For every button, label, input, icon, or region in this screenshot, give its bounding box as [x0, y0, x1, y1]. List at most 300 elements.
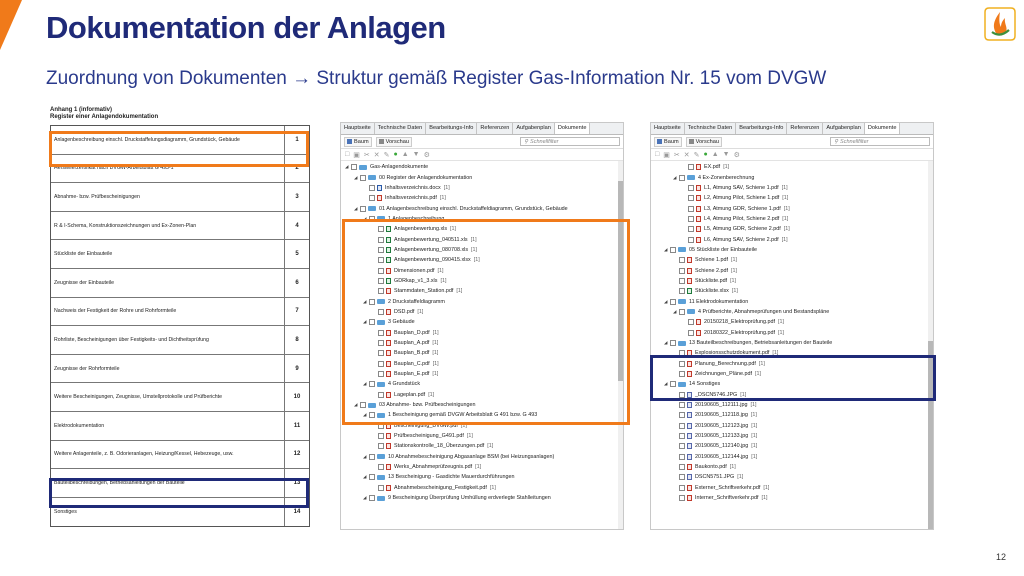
tree-checkbox[interactable]: [360, 175, 366, 181]
tree-file-row[interactable]: [341, 234, 623, 244]
pdf-file-icon: [696, 164, 701, 170]
tab-bearbeitungs-info[interactable]: Bearbeitungs-Info: [426, 123, 477, 134]
pdf-file-icon: [696, 195, 701, 201]
xls-file-icon: [386, 247, 391, 253]
tree-file-row[interactable]: [341, 431, 623, 441]
search-icon: ⚲: [524, 138, 529, 145]
register-row-number: 5: [295, 251, 299, 258]
folder-icon: [687, 309, 695, 314]
pdf-file-icon: [386, 268, 391, 274]
delete-icon[interactable]: ✕: [683, 151, 690, 159]
pdf-file-icon: [386, 288, 391, 294]
tree-checkbox[interactable]: [369, 495, 375, 501]
pdf-file-icon: [687, 278, 692, 284]
tree-checkbox[interactable]: [670, 247, 676, 253]
tree-file-row[interactable]: [341, 265, 623, 275]
jpg-file-icon: [687, 433, 692, 439]
pdf-file-icon: [386, 350, 391, 356]
settings-icon[interactable]: ⚙: [423, 151, 430, 159]
register-row-number: 8: [295, 336, 299, 343]
tree-checkbox[interactable]: [378, 392, 384, 398]
version-count: [1]: [432, 360, 439, 367]
jpg-file-icon: [687, 392, 692, 398]
tree-checkbox[interactable]: [688, 330, 694, 336]
tree-file-row[interactable]: [651, 265, 933, 275]
tree-checkbox[interactable]: [369, 299, 375, 305]
tab-technische-daten[interactable]: Technische Daten: [685, 123, 736, 134]
copy-icon[interactable]: ▣: [353, 151, 360, 159]
tree-checkbox[interactable]: [369, 381, 375, 387]
register-row-number: 4: [295, 222, 299, 229]
tree-file-row[interactable]: [341, 462, 623, 472]
jpg-file-icon: [687, 454, 692, 460]
tree-file-row[interactable]: [651, 234, 933, 244]
expand-toggle-icon[interactable]: ◢: [363, 474, 367, 480]
tree-checkbox[interactable]: [369, 474, 375, 480]
tree-checkbox[interactable]: [369, 216, 375, 222]
document-tree: [341, 161, 623, 504]
tree-icon: [347, 139, 352, 144]
down-icon[interactable]: ▼: [722, 151, 730, 158]
register-row-number: 6: [295, 279, 299, 286]
tree-checkbox[interactable]: [670, 299, 676, 305]
tree-file-row[interactable]: [651, 441, 933, 451]
expand-toggle-icon[interactable]: ◢: [363, 298, 367, 304]
tree-checkbox[interactable]: [679, 175, 685, 181]
tab-bar: [651, 123, 933, 135]
tree-file-row[interactable]: [651, 483, 933, 493]
tree-item-label: 00 Register der Anlagendokumentation: [379, 174, 473, 181]
expand-toggle-icon[interactable]: ◢: [673, 174, 677, 180]
tree-folder-row[interactable]: [341, 172, 623, 182]
settings-icon[interactable]: ⚙: [733, 151, 740, 159]
tree-file-row[interactable]: [651, 359, 933, 369]
tree-item-label: 20190605_112140.jpg: [695, 443, 749, 450]
tree-file-row[interactable]: [651, 193, 933, 203]
pdf-file-icon: [386, 433, 391, 439]
tree-item-label: Anlagenbewertung.xls: [394, 226, 448, 233]
tree-checkbox[interactable]: [670, 340, 676, 346]
pdf-file-icon: [696, 237, 701, 243]
tree-checkbox[interactable]: [670, 381, 676, 387]
expand-toggle-icon[interactable]: ◢: [664, 340, 668, 346]
tree-checkbox[interactable]: [378, 464, 384, 470]
tree-checkbox[interactable]: [369, 195, 375, 201]
tree-checkbox[interactable]: [378, 330, 384, 336]
tree-checkbox[interactable]: [688, 216, 694, 222]
tree-checkbox[interactable]: [378, 237, 384, 243]
tree-checkbox[interactable]: [360, 206, 366, 212]
scrollbar[interactable]: [928, 161, 933, 529]
register-row: [51, 212, 309, 241]
folder-icon: [377, 320, 385, 325]
tree-folder-row[interactable]: [341, 410, 623, 420]
scrollbar[interactable]: [618, 161, 623, 529]
tab-bearbeitungs-info[interactable]: Bearbeitungs-Info: [736, 123, 787, 134]
tree-file-row[interactable]: [341, 224, 623, 234]
tree-file-row[interactable]: [651, 400, 933, 410]
tree-file-row[interactable]: [341, 369, 623, 379]
tree-file-row[interactable]: [651, 421, 933, 431]
tree-checkbox[interactable]: [679, 495, 685, 501]
edit-icon[interactable]: ✎: [383, 151, 390, 159]
expand-toggle-icon[interactable]: ◢: [363, 319, 367, 325]
tree-item-label: Anlagenbewertung_040511.xls: [394, 236, 468, 243]
tree-checkbox[interactable]: [679, 485, 685, 491]
tree-checkbox[interactable]: [679, 278, 685, 284]
tree-folder-row[interactable]: [341, 400, 623, 410]
version-count: [1]: [428, 391, 435, 398]
tab-aufgabenplan[interactable]: Aufgabenplan: [513, 123, 555, 134]
tree-checkbox[interactable]: [378, 278, 384, 284]
register-row-number: 13: [293, 479, 301, 486]
register-row: [51, 183, 309, 212]
tree-file-row[interactable]: [341, 390, 623, 400]
tree-folder-row[interactable]: [341, 162, 623, 172]
tree-item-label: L6, Atmung SAV, Schiene 2.pdf: [704, 236, 779, 243]
tree-folder-row[interactable]: [341, 296, 623, 306]
xls-file-icon: [386, 226, 391, 232]
pdf-file-icon: [687, 350, 692, 356]
folder-icon: [359, 165, 367, 170]
tree-item-label: 20190605_112123.jpg: [695, 422, 749, 429]
pdf-file-icon: [696, 319, 701, 325]
edit-icon[interactable]: ✎: [693, 151, 700, 159]
folder-icon: [678, 247, 686, 252]
tree-item-label: L5, Atmung GDR, Schiene 2.pdf: [704, 226, 781, 233]
tree-item-label: L3, Atmung GDR, Schiene 1.pdf: [704, 205, 781, 212]
register-row-label: Rohrliste, Bescheinigungen über Festigkeits- und Dichtheitsprüfung: [51, 326, 285, 354]
expand-toggle-icon[interactable]: ◢: [363, 215, 367, 221]
folder-icon: [377, 299, 385, 304]
tree-checkbox[interactable]: [378, 288, 384, 294]
register-row-number: 10: [293, 394, 301, 401]
tree-item-label: 20190605_112144.jpg: [695, 453, 749, 460]
version-count: [1]: [460, 422, 467, 429]
tree-file-row[interactable]: [651, 472, 933, 482]
version-count: [1]: [439, 195, 446, 202]
tree-checkbox[interactable]: [679, 257, 685, 263]
version-count: [1]: [456, 288, 463, 295]
tree-checkbox[interactable]: [378, 371, 384, 377]
accent-triangle: [0, 0, 22, 50]
tree-file-row[interactable]: [651, 328, 933, 338]
version-count: [1]: [475, 464, 482, 471]
version-count: [1]: [723, 164, 730, 171]
tree-file-row[interactable]: [651, 431, 933, 441]
quick-filter-input[interactable]: [830, 137, 930, 146]
register-row-label: Nachweis der Festigkeit der Rohre und Rohrformteile: [51, 298, 285, 326]
tree-file-row[interactable]: [341, 359, 623, 369]
tree-item-label: Externer_Schriftverkehr.pdf: [695, 484, 761, 491]
tree-checkbox[interactable]: [688, 226, 694, 232]
tree-checkbox[interactable]: [378, 443, 384, 449]
tree-item-label: 1 Bescheinigung gemäß DVGW Arbeitsblatt G 491 bzw. G 493: [388, 412, 538, 419]
tree-folder-row[interactable]: [651, 296, 933, 306]
expand-toggle-icon[interactable]: ◢: [664, 246, 668, 252]
tree-checkbox[interactable]: [378, 350, 384, 356]
expand-toggle-icon[interactable]: ◢: [354, 174, 358, 180]
version-count: [1]: [432, 350, 439, 357]
tree-folder-row[interactable]: [651, 245, 933, 255]
preview-view-button[interactable]: [686, 137, 722, 147]
register-row: [51, 412, 309, 441]
tree-checkbox[interactable]: [679, 423, 685, 429]
tree-icon: [657, 139, 662, 144]
tree-checkbox[interactable]: [688, 195, 694, 201]
tree-checkbox[interactable]: [378, 340, 384, 346]
tab-aufgabenplan[interactable]: Aufgabenplan: [823, 123, 865, 134]
tree-item-label: 14 Sonstiges: [689, 381, 721, 388]
tree-checkbox[interactable]: [688, 319, 694, 325]
tree-item-label: L2, Atmung Pilot, Schiene 1.pdf: [704, 195, 780, 202]
folder-icon: [678, 299, 686, 304]
tree-file-row[interactable]: [341, 307, 623, 317]
register-row: [51, 298, 309, 327]
version-count: [1]: [417, 308, 424, 315]
version-count: [1]: [750, 402, 757, 409]
cut-icon[interactable]: ✂: [673, 151, 680, 159]
tree-file-row[interactable]: [651, 462, 933, 472]
tree-file-row[interactable]: [341, 193, 623, 203]
scrollbar-thumb[interactable]: [618, 181, 623, 381]
expand-toggle-icon[interactable]: ◢: [363, 495, 367, 501]
tree-checkbox[interactable]: [369, 185, 375, 191]
tree-folder-row[interactable]: [651, 172, 933, 182]
tree-checkbox[interactable]: [679, 454, 685, 460]
pdf-file-icon: [386, 464, 391, 470]
tree-folder-row[interactable]: [341, 493, 623, 503]
tree-checkbox[interactable]: [351, 164, 357, 170]
new-icon[interactable]: □: [655, 151, 660, 158]
pdf-file-icon: [687, 268, 692, 274]
tree-file-row[interactable]: [651, 317, 933, 327]
tree-folder-row[interactable]: [651, 307, 933, 317]
tree-checkbox[interactable]: [378, 485, 384, 491]
tree-checkbox[interactable]: [679, 350, 685, 356]
jpg-file-icon: [687, 412, 692, 418]
tree-file-row[interactable]: [651, 369, 933, 379]
tree-item-label: Stammdaten_Station.pdf: [394, 288, 454, 295]
register-row: [51, 126, 309, 155]
tree-file-row[interactable]: [341, 483, 623, 493]
tree-folder-row[interactable]: [341, 379, 623, 389]
pdf-file-icon: [386, 392, 391, 398]
down-icon[interactable]: ▼: [412, 151, 420, 158]
tree-checkbox[interactable]: [688, 237, 694, 243]
tree-checkbox[interactable]: [679, 474, 685, 480]
tree-checkbox[interactable]: [679, 412, 685, 418]
folder-icon: [377, 216, 385, 221]
tree-file-row[interactable]: [341, 421, 623, 431]
action-toolbar: [341, 149, 623, 161]
tree-item-label: GDRkap_v1_3.xls: [394, 277, 438, 284]
folder-icon: [368, 175, 376, 180]
tree-checkbox[interactable]: [679, 464, 685, 470]
tree-item-label: 01 Anlagenbeschreibung einschl. Druckstaffeldiagramm, Grundstück, Gebäude: [379, 205, 568, 212]
tree-checkbox[interactable]: [688, 206, 694, 212]
tab-dokumente[interactable]: Dokumente: [555, 123, 591, 134]
tree-file-row[interactable]: [651, 255, 933, 265]
tree-file-row[interactable]: [651, 183, 933, 193]
tree-file-row[interactable]: [651, 162, 933, 172]
tree-file-row[interactable]: [651, 348, 933, 358]
register-row-label: Zeugnisse der Rohrformteile: [51, 355, 285, 383]
tree-folder-row[interactable]: [341, 203, 623, 213]
new-icon[interactable]: □: [345, 151, 350, 158]
tree-file-row[interactable]: [341, 183, 623, 193]
version-count: [1]: [729, 464, 736, 471]
tree-file-row[interactable]: [651, 224, 933, 234]
cut-icon[interactable]: ✂: [363, 151, 370, 159]
version-count: [1]: [440, 277, 447, 284]
tree-checkbox[interactable]: [679, 402, 685, 408]
tree-file-row[interactable]: [651, 276, 933, 286]
tree-folder-row[interactable]: [341, 452, 623, 462]
quick-filter-input[interactable]: [520, 137, 620, 146]
tree-file-row[interactable]: [341, 245, 623, 255]
tree-checkbox[interactable]: [688, 185, 694, 191]
version-count: [1]: [763, 484, 770, 491]
tree-file-row[interactable]: [651, 493, 933, 503]
copy-icon[interactable]: ▣: [663, 151, 670, 159]
tree-item-label: _DSCN5746.JPG: [695, 391, 738, 398]
tree-folder-row[interactable]: [341, 472, 623, 482]
tree-checkbox[interactable]: [679, 433, 685, 439]
tree-folder-row[interactable]: [341, 317, 623, 327]
tree-checkbox[interactable]: [679, 392, 685, 398]
expand-toggle-icon[interactable]: ◢: [673, 308, 677, 314]
add-icon[interactable]: ●: [393, 151, 398, 158]
tree-file-row[interactable]: [341, 328, 623, 338]
tree-file-row[interactable]: [651, 390, 933, 400]
jpg-file-icon: [687, 443, 692, 449]
tree-file-row[interactable]: [341, 255, 623, 265]
pdf-file-icon: [696, 206, 701, 212]
pdf-file-icon: [386, 361, 391, 367]
tree-item-label: 3 Gebäude: [388, 319, 415, 326]
tree-item-label: Baukonto.pdf: [695, 464, 727, 471]
expand-toggle-icon[interactable]: ◢: [664, 298, 668, 304]
tree-checkbox[interactable]: [378, 309, 384, 315]
version-count: [1]: [751, 453, 758, 460]
tree-file-row[interactable]: [651, 410, 933, 420]
tree-checkbox[interactable]: [378, 226, 384, 232]
tree-checkbox[interactable]: [360, 402, 366, 408]
tab-dokumente[interactable]: Dokumente: [865, 123, 901, 134]
tree-checkbox[interactable]: [378, 423, 384, 429]
expand-toggle-icon[interactable]: ◢: [363, 412, 367, 418]
tree-file-row[interactable]: [341, 441, 623, 451]
expand-toggle-icon[interactable]: ◢: [345, 164, 349, 170]
tab-technische-daten[interactable]: Technische Daten: [375, 123, 426, 134]
expand-toggle-icon[interactable]: ◢: [363, 381, 367, 387]
tree-item-label: 4 Ex-Zonenberechnung: [698, 174, 755, 181]
pdf-file-icon: [687, 464, 692, 470]
expand-toggle-icon[interactable]: ◢: [363, 453, 367, 459]
tree-item-label: 03 Abnahme- bzw. Prüfbescheinigungen: [379, 402, 476, 409]
tree-checkbox[interactable]: [679, 309, 685, 315]
tree-folder-row[interactable]: [651, 338, 933, 348]
tree-checkbox[interactable]: [679, 361, 685, 367]
tree-item-label: Lageplan.pdf: [394, 391, 426, 398]
tree-checkbox[interactable]: [378, 268, 384, 274]
tree-file-row[interactable]: [341, 348, 623, 358]
tree-checkbox[interactable]: [679, 371, 685, 377]
tree-file-row[interactable]: [651, 214, 933, 224]
register-row: [51, 498, 309, 527]
tree-checkbox[interactable]: [369, 454, 375, 460]
tree-file-row[interactable]: [651, 203, 933, 213]
jpg-file-icon: [687, 474, 692, 480]
register-row-label: Bauteilbeschreibungen, Betriebsanleitungen der Bauteile: [51, 469, 285, 497]
tree-checkbox[interactable]: [378, 247, 384, 253]
tree-checkbox[interactable]: [369, 319, 375, 325]
version-count: [1]: [470, 236, 477, 243]
tab-hauptseite[interactable]: Hauptseite: [341, 123, 375, 134]
delete-icon[interactable]: ✕: [373, 151, 380, 159]
tree-item-label: Abnahmebescheinigung_Festigkeit.pdf: [394, 484, 487, 491]
register-row-number: 2: [295, 165, 299, 172]
preview-view-button[interactable]: [376, 137, 412, 147]
tree-item-label: Bauplan_C.pdf: [394, 360, 430, 367]
tree-checkbox[interactable]: [378, 433, 384, 439]
tree-file-row[interactable]: [341, 338, 623, 348]
version-count: [1]: [432, 371, 439, 378]
tree-item-label: Zeichnungen_Pläne.pdf: [695, 371, 752, 378]
tab-hauptseite[interactable]: Hauptseite: [651, 123, 685, 134]
register-subheading: Register einer Anlagendokumentation: [50, 114, 159, 120]
tree-file-row[interactable]: [341, 286, 623, 296]
tree-file-row[interactable]: [651, 452, 933, 462]
version-count: [1]: [751, 422, 758, 429]
tree-folder-row[interactable]: [651, 379, 933, 389]
up-icon[interactable]: ▲: [401, 151, 409, 158]
tree-item-label: Bauplan_A.pdf: [394, 340, 430, 347]
tree-checkbox[interactable]: [679, 443, 685, 449]
tree-item-label: DSCN5751.JPG: [695, 474, 735, 481]
tree-checkbox[interactable]: [369, 412, 375, 418]
tab-referenzen[interactable]: Referenzen: [477, 123, 513, 134]
up-icon[interactable]: ▲: [711, 151, 719, 158]
tree-folder-row[interactable]: [341, 214, 623, 224]
tree-view-button[interactable]: [654, 137, 682, 147]
expand-toggle-icon[interactable]: ◢: [664, 381, 668, 387]
tree-checkbox[interactable]: [378, 257, 384, 263]
tree-checkbox[interactable]: [679, 268, 685, 274]
add-icon[interactable]: ●: [703, 151, 708, 158]
expand-toggle-icon[interactable]: ◢: [354, 402, 358, 408]
tree-file-row[interactable]: [651, 286, 933, 296]
tree-item-label: L1, Atmung SAV, Schiene 1.pdf: [704, 184, 779, 191]
version-count: [1]: [758, 360, 765, 367]
tree-checkbox[interactable]: [688, 164, 694, 170]
pdf-file-icon: [386, 330, 391, 336]
scrollbar-thumb[interactable]: [928, 341, 933, 530]
tree-item-label: Dimensionen.pdf: [394, 267, 435, 274]
tree-view-button[interactable]: [344, 137, 372, 147]
tree-item-label: Inhaltsverzeichnis.pdf: [385, 195, 437, 202]
register-row-label: Abnahme- bzw. Prüfbescheinigungen: [51, 183, 285, 211]
tree-checkbox[interactable]: [378, 361, 384, 367]
version-count: [1]: [783, 226, 790, 233]
expand-toggle-icon[interactable]: ◢: [354, 205, 358, 211]
tree-item-label: Bescheinigung_DVGW.pdf: [394, 422, 458, 429]
tree-checkbox[interactable]: [679, 288, 685, 294]
tree-file-row[interactable]: [341, 276, 623, 286]
tab-referenzen[interactable]: Referenzen: [787, 123, 823, 134]
preview-icon: [379, 139, 384, 144]
